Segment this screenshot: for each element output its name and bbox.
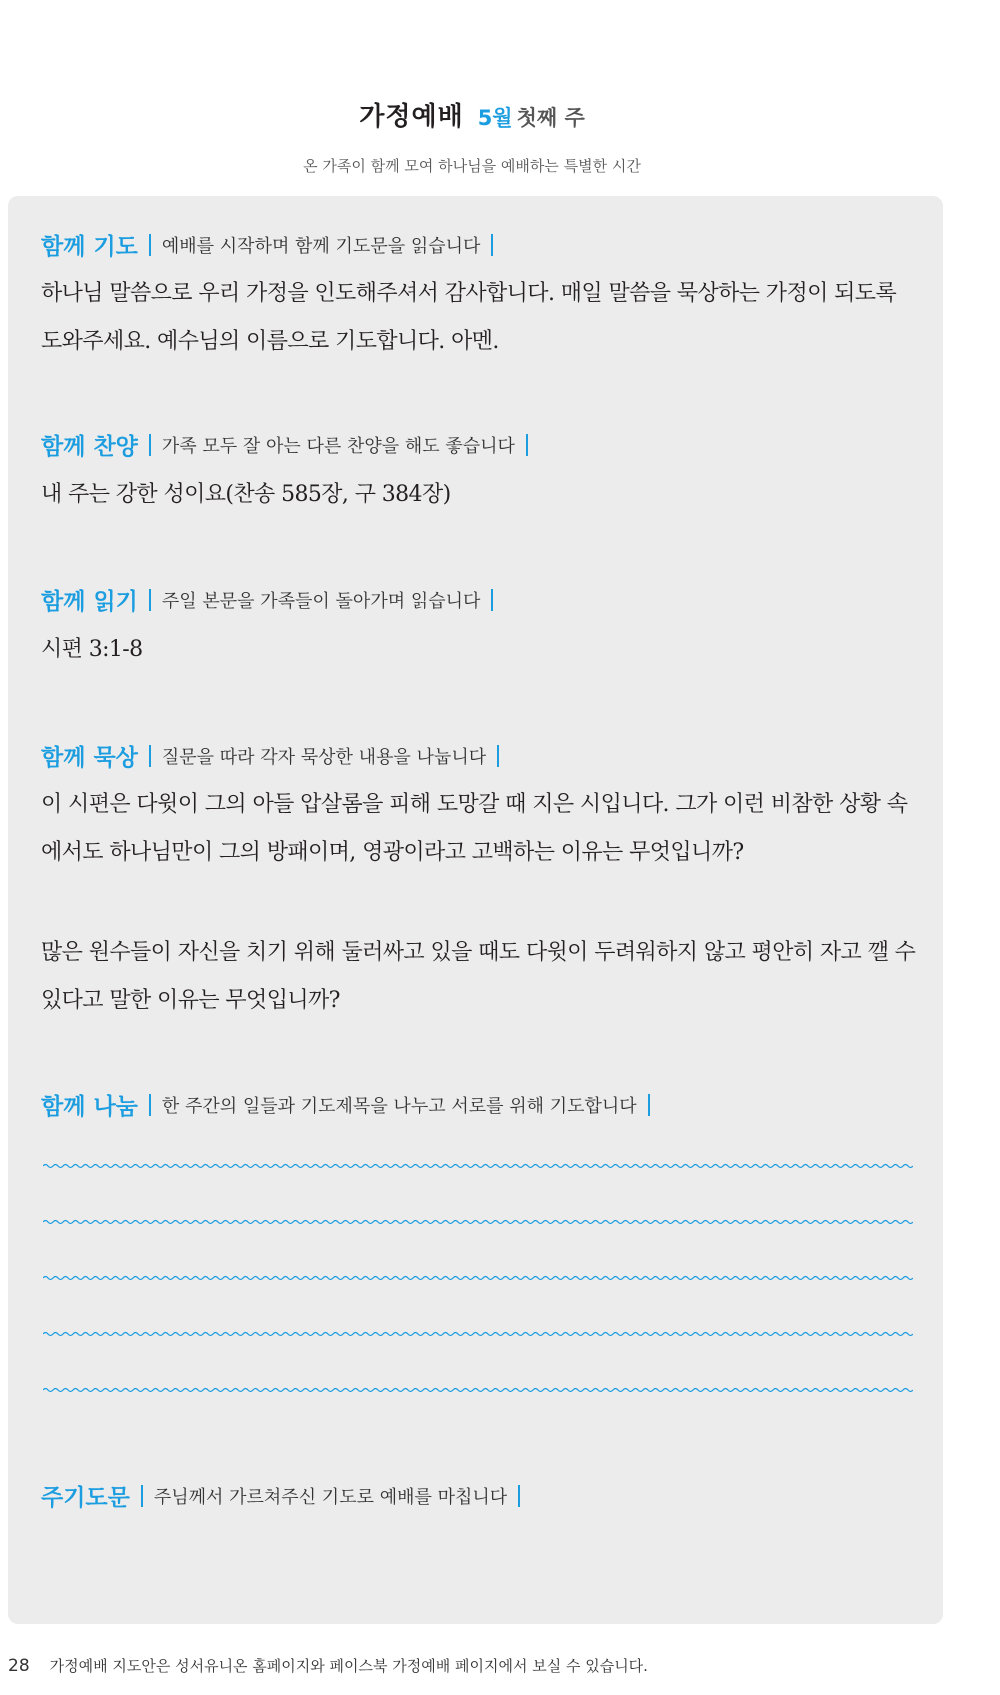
- section-lords-prayer-header: [41, 1479, 531, 1512]
- section-praise-text: 내 주는 강한 성이요(찬송 585장, 구 384장): [41, 482, 451, 507]
- section-prayer-label: 함께 기도: [41, 234, 138, 260]
- divider-bar: [141, 1485, 143, 1507]
- page-title: 가정예배: [359, 102, 464, 132]
- section-prayer-text: 하나님 말씀으로 우리 가정을 인도해주셔서 감사합니다. 매일 말씀을 묵상하는 가정이 되도록 도와주세요. 예수님의 이름으로 기도합니다. 아멘.: [41, 281, 897, 354]
- week-indicator: [478, 102, 585, 132]
- section-sharing-label: 함께 나눔: [41, 1094, 138, 1120]
- divider-bar: [491, 234, 493, 256]
- section-sharing-description: 한 주간의 일들과 기도제목을 나누고 서로를 위해 기도합니다: [161, 1095, 637, 1117]
- week-order-label: 첫째 주: [516, 106, 585, 130]
- section-sharing-header: [41, 1088, 661, 1121]
- divider-bar: [149, 234, 151, 256]
- section-prayer-header: [41, 228, 504, 261]
- title-row: [0, 96, 944, 133]
- writing-line-4: [43, 1329, 913, 1339]
- section-lords-prayer-description: 주님께서 가르쳐주신 기도로 예배를 마칩니다: [153, 1486, 508, 1508]
- meditation-question-1: 이 시편은 다윗이 그의 아들 압살롬을 피해 도망갈 때 지은 시입니다. 그가 이런 비참한 상황 속에서도 하나님만이 그의 방패이며, 영광이라고 고백하는 이유는 무엇입니까?: [41, 792, 908, 865]
- divider-bar: [149, 434, 151, 456]
- section-praise-description: 가족 모두 잘 아는 다른 찬양을 해도 좋습니다: [161, 435, 515, 457]
- writing-line-3: [43, 1273, 913, 1283]
- writing-line-1: [43, 1161, 913, 1171]
- section-reading-label: 함께 읽기: [41, 589, 138, 615]
- divider-bar: [526, 434, 528, 456]
- worship-guide-panel: [8, 196, 943, 1624]
- page-header: [0, 96, 944, 176]
- divider-bar: [149, 745, 151, 767]
- page-footer: [8, 1655, 648, 1676]
- section-reading-header: [41, 583, 504, 616]
- footer-note: 가정예배 지도안은 성서유니온 홈페이지와 페이스북 가정예배 페이지에서 보실 수 있습니다.: [49, 1657, 648, 1675]
- divider-bar: [648, 1094, 650, 1116]
- divider-bar: [149, 1094, 151, 1116]
- divider-bar: [149, 589, 151, 611]
- divider-bar: [497, 745, 499, 767]
- month-label: 5월: [477, 106, 513, 130]
- divider-bar: [491, 589, 493, 611]
- section-reading-description: 주일 본문을 가족들이 돌아가며 읽습니다: [161, 590, 481, 612]
- section-praise-header: [41, 428, 539, 461]
- section-praise-label: 함께 찬양: [41, 434, 138, 460]
- section-prayer-description: 예배를 시작하며 함께 기도문을 읽습니다: [161, 235, 481, 257]
- section-meditation-label: 함께 묵상: [41, 745, 138, 771]
- section-meditation-header: [41, 739, 510, 772]
- page-subtitle: 온 가족이 함께 모여 하나님을 예배하는 특별한 시간: [303, 157, 641, 175]
- writing-line-5: [43, 1385, 913, 1395]
- meditation-question-2: 많은 원수들이 자신을 치기 위해 둘러싸고 있을 때도 다윗이 두려워하지 않고 평안히 자고 깰 수 있다고 말한 이유는 무엇입니까?: [41, 940, 916, 1013]
- page-number: 28: [8, 1656, 30, 1676]
- section-lords-prayer-label: 주기도문: [41, 1485, 130, 1511]
- divider-bar: [518, 1485, 520, 1507]
- section-meditation-description: 질문을 따라 각자 묵상한 내용을 나눕니다: [161, 746, 487, 768]
- section-reading-text: 시편 3:1-8: [41, 637, 143, 662]
- writing-line-2: [43, 1217, 913, 1227]
